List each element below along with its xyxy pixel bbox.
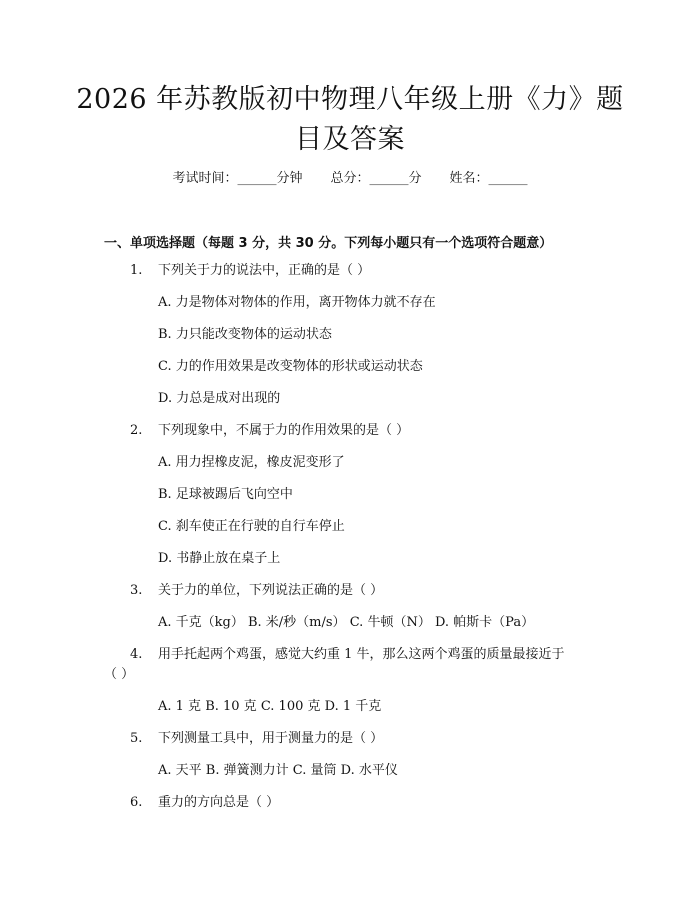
question-4-continued: （ ） xyxy=(104,667,135,682)
q1-option-b: B. 力只能改变物体的运动状态 xyxy=(158,327,332,342)
question-number: 3. xyxy=(130,583,143,598)
student-name: 姓名：______ xyxy=(449,171,528,186)
q1-option-c: C. 力的作用效果是改变物体的形状或运动状态 xyxy=(158,359,423,374)
question-text: 用手托起两个鸡蛋，感觉大约重 1 牛，那么这两个鸡蛋的质量最接近于 xyxy=(158,647,565,662)
question-text: 下列现象中，不属于力的作用效果的是（ ） xyxy=(158,423,410,438)
question-1 xyxy=(130,262,370,280)
question-number: 6. xyxy=(130,795,143,810)
question-text: 重力的方向总是（ ） xyxy=(158,795,280,810)
q2-option-c: C. 刹车使正在行驶的自行车停止 xyxy=(158,519,345,534)
question-4 xyxy=(130,646,565,664)
question-text: 下列关于力的说法中，正确的是（ ） xyxy=(158,263,371,278)
q1-option-a: A. 力是物体对物体的作用，离开物体力就不存在 xyxy=(158,295,436,310)
question-text: 关于力的单位，下列说法正确的是（ ） xyxy=(158,583,384,598)
q1-option-d: D. 力总是成对出现的 xyxy=(158,391,281,406)
question-3 xyxy=(130,582,383,600)
question-text: 下列测量工具中，用于测量力的是（ ） xyxy=(158,731,384,746)
q2-option-d: D. 书静止放在桌子上 xyxy=(158,551,281,566)
question-number: 2. xyxy=(130,423,143,438)
question-2 xyxy=(130,422,409,440)
exam-meta xyxy=(0,170,700,188)
q5-options: A. 天平 B. 弹簧测力计 C. 量筒 D. 水平仪 xyxy=(158,763,398,778)
question-number: 4. xyxy=(130,647,143,662)
q4-options: A. 1 克 B. 10 克 C. 100 克 D. 1 千克 xyxy=(158,699,382,714)
q2-option-b: B. 足球被踢后飞向空中 xyxy=(158,487,293,502)
question-number: 1. xyxy=(130,263,143,278)
section-heading: 一、单项选择题（每题 3 分，共 30 分。下列每小题只有一个选项符合题意） xyxy=(104,236,553,251)
q2-option-a: A. 用力捏橡皮泥，橡皮泥变形了 xyxy=(158,455,345,470)
document-title xyxy=(60,80,640,160)
question-6 xyxy=(130,794,279,812)
exam-total-score: 总分：______分 xyxy=(330,171,422,186)
question-5 xyxy=(130,730,383,748)
title-line-1: 2026 年苏教版初中物理八年级上册《力》题 xyxy=(76,84,624,115)
exam-time: 考试时间：______分钟 xyxy=(172,171,303,186)
question-number: 5. xyxy=(130,731,143,746)
title-line-2: 目及答案 xyxy=(295,124,405,155)
q3-options: A. 千克（kg） B. 米/秒（m/s） C. 牛顿（N） D. 帕斯卡（Pa） xyxy=(158,615,535,630)
